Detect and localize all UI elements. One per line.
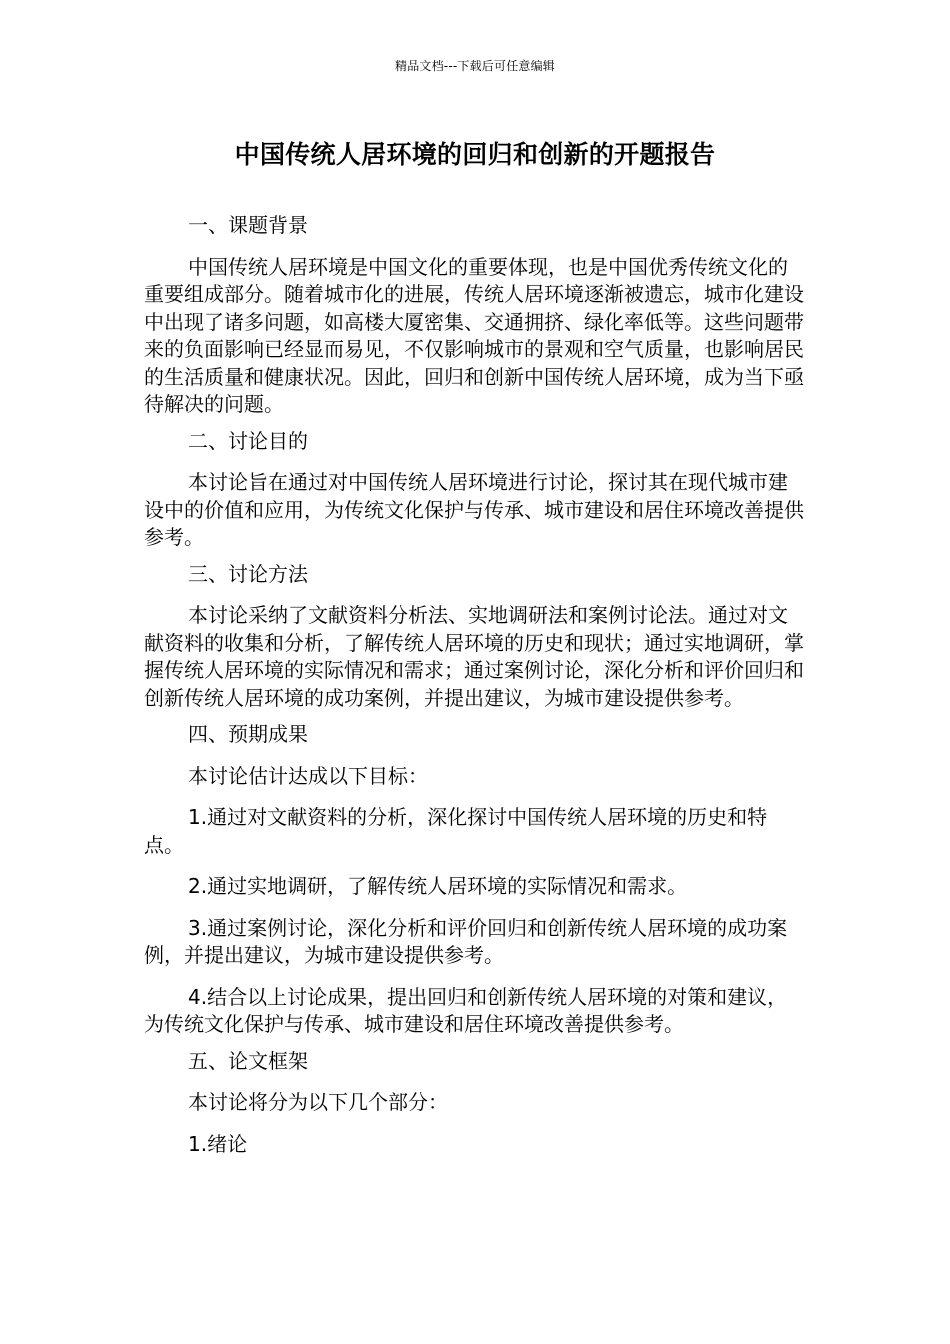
section-heading-framework: 五、论文框架 [188,1048,308,1073]
paragraph-purpose: 本讨论旨在通过对中国传统人居环境进行讨论，探讨其在现代城市建设中的价值和应用，为传统文化保护与传承、城市建设和居住环境改善提供参考。 [144,470,804,549]
list-item-result-2: 2.通过实地调研，了解传统人居环境的实际情况和需求。 [188,874,688,898]
list-item-result-1: 1.通过对文献资料的分析，深化探讨中国传统人居环境的历史和特点。 [144,805,768,857]
paragraph-framework-intro: 本讨论将分为以下几个部分： [188,1090,448,1114]
list-item-framework-1: 1.绪论 [188,1131,248,1156]
list-item-result-4: 4.结合以上讨论成果，提出回归和创新传统人居环境的对策和建议，为传统文化保护与传承、城市建设和居住环境改善提供参考。 [144,984,788,1036]
paragraph-background: 中国传统人居环境是中国文化的重要体现，也是中国优秀传统文化的重要组成部分。随着城市化的进展，传统人居环境逐渐被遗忘，城市化建设中出现了诸多问题，如高楼大厦密集、交通拥挤、绿化率低等。这些问题带来的负面影响已经显而易见，不仅影响城市的景观和空气质量，也影响居民的生活质量和健康状况。因此，回归和创新中国传统人居环境，成为当下亟待解决的问题。 [144,254,804,416]
section-heading-method: 三、讨论方法 [188,561,308,586]
paragraph-results-intro: 本讨论估计达成以下目标： [188,763,428,788]
section-heading-purpose: 二、讨论目的 [188,428,308,453]
document-body [144,212,804,1158]
page-header: 精品文档---下载后可任意编辑 [395,59,555,73]
document-title: 中国传统人居环境的回归和创新的开题报告 [234,140,716,169]
section-heading-results: 四、预期成果 [188,722,308,746]
section-heading-background: 一、课题背景 [188,213,308,237]
list-item-result-3: 3.通过案例讨论，深化分析和评价回归和创新传统人居环境的成功案例，并提出建议，为城市建设提供参考。 [144,915,788,967]
paragraph-method: 本讨论采纳了文献资料分析法、实地调研法和案例讨论法。通过对文献资料的收集和分析，了解传统人居环境的历史和现状；通过实地调研，掌握传统人居环境的实际情况和需求；通过案例讨论，深化分析和评价回归和创新传统人居环境的成功案例，并提出建议，为城市建设提供参考。 [144,603,804,710]
